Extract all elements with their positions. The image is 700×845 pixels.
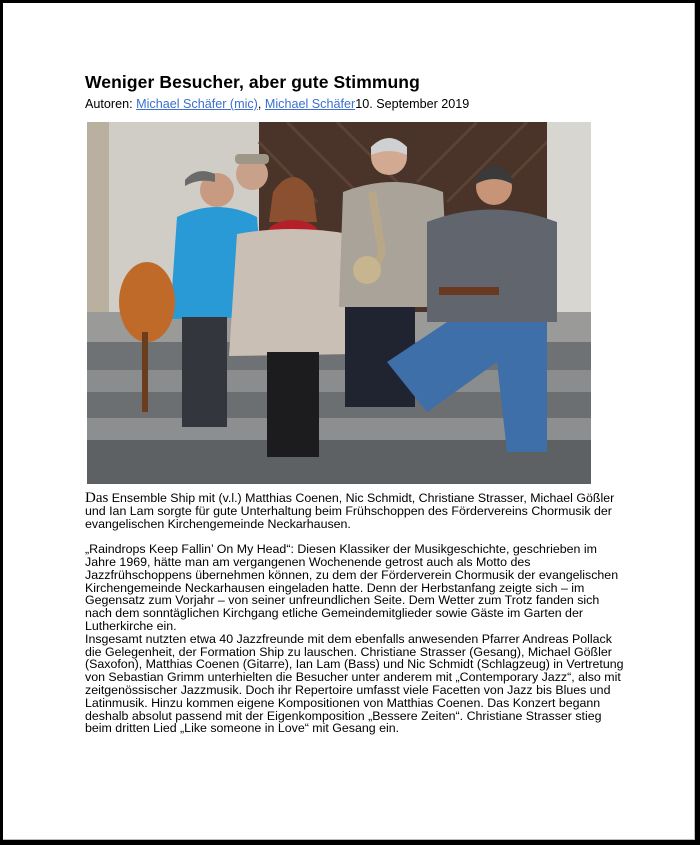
author-link-1[interactable]: Michael Schäfer (mic)	[136, 97, 258, 111]
publish-date: 10. September 2019	[355, 97, 470, 111]
byline-prefix: Autoren:	[85, 97, 137, 111]
article-title: Weniger Besucher, aber gute Stimmung	[85, 72, 420, 92]
body-paragraph-1: „Raindrops Keep Fallin’ On My Head“: Diesen Klassiker der Musikgeschichte, geschrieben im Jahre 1969, hätte man am vergangenen Wochenende getrost auch als Motto des Jazzfrühschoppens übernehmen können, zu dem der Förderverein Chormusik der evangelischen Kirchengemeinde Neckarhausen eingeladen hatte. Denn der Herbstanfang zeigte sich – im Gegensatz zum Vorjahr – von seiner unfreundlichen Seite. Dem Wetter zum Trotz fanden sich nach dem sonntäglichen Kirchgang etliche Gemeindemitglieder sowie Gäste im Garten der Lutherkirche ein.	[85, 542, 619, 633]
author-separator: ,	[257, 97, 265, 111]
article-body	[85, 492, 625, 735]
photo-caption	[85, 492, 625, 530]
caption-text: Ensemble Ship mit (v.l.) Matthias Coenen, Nic Schmidt, Christiane Strasser, Michael Gößler und Ian Lam sorgte für gute Unterhaltung beim Frühschoppen des Fördervereins Chormusik der evangelischen Kirchengemeinde Neckarhausen.	[85, 491, 615, 531]
band-photo	[87, 122, 591, 484]
caption-first-word: Das	[85, 490, 109, 506]
article	[85, 72, 625, 736]
band-photo-illustration	[87, 122, 591, 484]
byline	[85, 96, 625, 112]
body-paragraph-2: Insgesamt nutzten etwa 40 Jazzfreunde mit dem ebenfalls anwesenden Pfarrer Andreas Pollack die Gelegenheit, der Formation Ship zu lauschen. Christiane Strasser (Gesang), Michael Gößler (Saxofon), Matthias Coenen (Gitarre), Ian Lam (Bass) und Nic Schmidt (Schlagzeug) in Vertretung von Sebastian Grimm unterhielten die Besucher unter anderem mit „Contemporary Jazz“, also mit zeitgenössischer Jazzmusik. Doch ihr Repertoire umfasst viele Facetten von Jazz bis Blues und Latinmusik. Hinzu kommen eigene Kompositionen von Matthias Coenen. Das Konzert begann deshalb absolut passend mit der Eigenkomposition „Bessere Zeiten“. Christiane Strasser stieg beim dritten Lied „Like someone in Love“ mit Gesang ein.	[85, 631, 624, 736]
author-link-2[interactable]: Michael Schäfer	[264, 97, 356, 111]
